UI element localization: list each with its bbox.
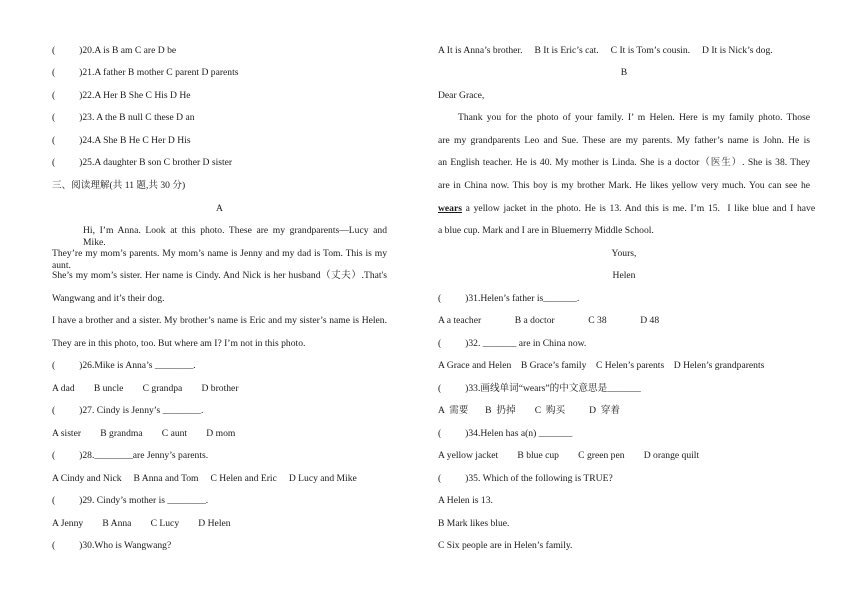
question-35-option-b: B Mark likes blue. (438, 518, 510, 529)
question-27: ( )27. Cindy is Jenny’s ________. (52, 405, 204, 416)
passage-a-line-1: Hi, I’m Anna. Look at this photo. These are my grandparents—Lucy and Mike. (83, 225, 387, 248)
question-31-options: A a teacher B a doctor C 38 D 48 (438, 315, 660, 326)
passage-a-title: A (216, 203, 223, 214)
section-heading: 三、阅读理解(共 11 题,共 30 分) (52, 180, 186, 191)
question-29-options: A Jenny B Anna C Lucy D Helen (52, 518, 231, 529)
question-35-option-c: C Six people are in Helen’s family. (438, 540, 573, 551)
question-34: ( )34.Helen has a(n) _______ (438, 428, 573, 439)
passage-b-line-5 (438, 203, 815, 215)
question-23: ( )23. A the B null C these D an (52, 112, 195, 123)
question-30-options: A It is Anna’s brother. B It is Eric’s cat. C It is Tom’s cousin. D It is Nick’s dog. (438, 45, 773, 56)
question-34-options: A yellow jacket B blue cup C green pen D orange quilt (438, 450, 700, 461)
passage-a-line-5: I have a brother and a sister. My brother’s name is Eric and my sister’s name is Helen. (52, 315, 387, 326)
question-35: ( )35. Which of the following is TRUE? (438, 473, 613, 484)
passage-a-line-2: They’re my mom’s parents. My mom’s name is Jenny and my dad is Tom. This is my aunt. (52, 248, 387, 271)
passage-b-line-6: a blue cup. Mark and I are in Bluemerry Middle School. (438, 225, 654, 236)
question-25: ( )25.A daughter B son C brother D sister (52, 157, 233, 168)
passage-a-line-4: Wangwang and it’s their dog. (52, 293, 165, 304)
letter-greeting: Dear Grace, (438, 90, 485, 101)
question-30: ( )30.Who is Wangwang? (52, 540, 172, 551)
question-27-options: A sister B grandma C aunt D mom (52, 428, 236, 439)
question-28: ( )28.________are Jenny’s parents. (52, 450, 209, 461)
question-20: ( )20.A is B am C are D be (52, 45, 177, 56)
question-29: ( )29. Cindy’s mother is ________. (52, 495, 209, 506)
question-26: ( )26.Mike is Anna’s ________. (52, 360, 196, 371)
passage-a-line-3: She’s my mom’s sister. Her name is Cindy. And Nick is her husband（丈夫）.That's (52, 270, 387, 281)
passage-b-line-5-rest: a yellow jacket in the photo. He is 13. And this is me. I’m 15. I like blue and I have (461, 203, 816, 214)
question-32: ( )32. _______ are in China now. (438, 338, 587, 349)
question-32-options: A Grace and Helen B Grace’s family C Helen’s parents D Helen’s grandparents (438, 360, 765, 371)
letter-signature: Helen (612, 270, 636, 281)
question-33: ( )33.画线单词“wears”的中文意思是_______ (438, 383, 641, 394)
passage-b-line-2: are my grandparents Leo and Sue. These are my parents. My father’s name is John. He is (438, 135, 810, 146)
passage-a-line-6: They are in this photo, too. But where am I? I’m not in this photo. (52, 338, 306, 349)
question-26-options: A dad B uncle C grandpa D brother (52, 383, 239, 394)
letter-closing: Yours, (611, 248, 637, 259)
passage-b-line-3: an English teacher. He is 40. My mother is Linda. She is a doctor（医生）. She is 38. They (438, 157, 810, 168)
question-35-option-a: A Helen is 13. (438, 495, 493, 506)
passage-b-line-4: are in China now. This boy is my brother Mark. He likes yellow very much. You can see he (438, 180, 810, 191)
passage-b-line-1: Thank you for the photo of your family. I’ m Helen. Here is my family photo. Those (458, 112, 810, 123)
underlined-word-wears: wears (438, 203, 462, 214)
question-24: ( )24.A She B He C Her D His (52, 135, 191, 146)
passage-b-title: B (620, 67, 628, 78)
question-31: ( )31.Helen’s father is_______. (438, 293, 580, 304)
question-33-options: A 需要 B 扔掉 C 购买 D 穿着 (438, 405, 621, 416)
question-28-options: A Cindy and Nick B Anna and Tom C Helen and Eric D Lucy and Mike (52, 473, 357, 484)
question-22: ( )22.A Her B She C His D He (52, 90, 191, 101)
question-21: ( )21.A father B mother C parent D parents (52, 67, 239, 78)
